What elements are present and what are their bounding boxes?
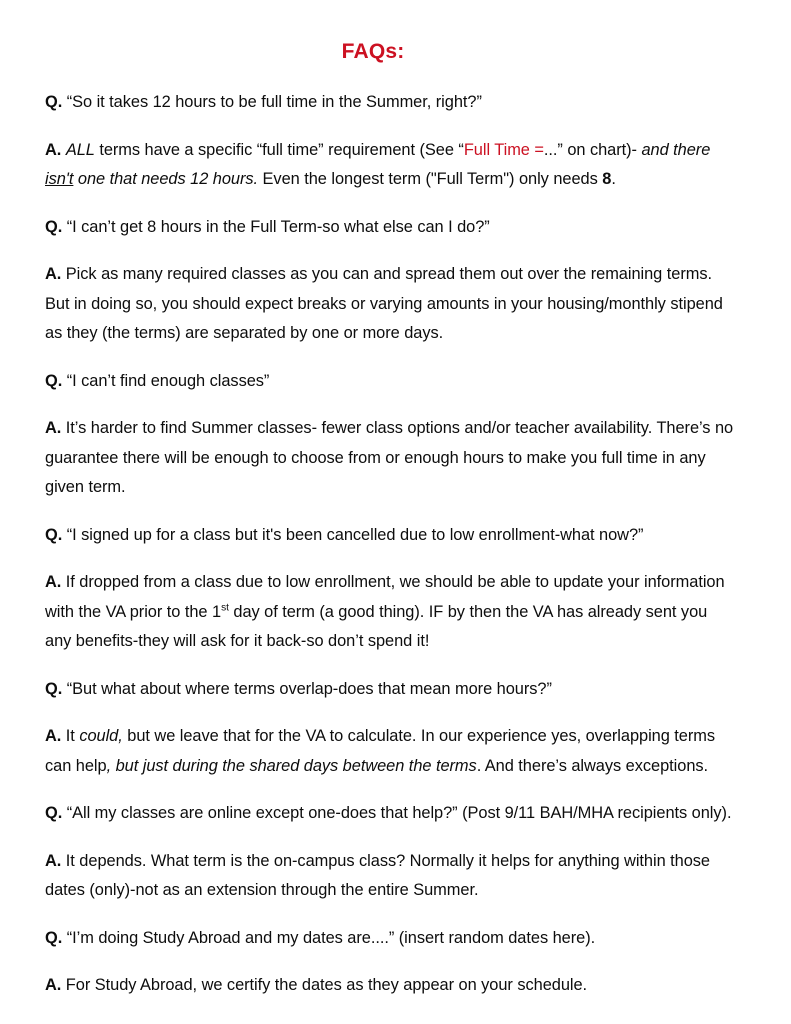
faq-lead-marker: A. bbox=[45, 727, 62, 745]
text-run: , but just during the shared days between the terms bbox=[106, 756, 477, 775]
faq-lead-marker: Q. bbox=[45, 371, 63, 390]
text-run: If dropped from a class due to low enrollment, we should be able to update your information with the VA prior to the 1 bbox=[45, 573, 725, 621]
text-run: It depends. What term is the on-campus class? Normally it helps for anything within those dates (only)-not as an extension through the entire Summer. bbox=[45, 851, 710, 899]
faq-paragraph bbox=[45, 88, 735, 118]
text-run: ...” on chart)- bbox=[543, 140, 642, 159]
faq-question-q6 bbox=[45, 799, 735, 829]
text-run: “All my classes are online except one-does that help?” (Post 9/11 BAH/MHA recipients only). bbox=[62, 804, 732, 822]
faq-lead-marker: Q. bbox=[45, 217, 63, 236]
text-run: For Study Abroad, we certify the dates as they appear on your schedule. bbox=[61, 976, 588, 994]
faq-paragraph bbox=[45, 367, 735, 397]
faq-question-q2 bbox=[45, 213, 735, 243]
faq-answer-a6 bbox=[45, 847, 735, 906]
faq-lead-marker: A. bbox=[45, 265, 62, 283]
faq-paragraph bbox=[45, 924, 735, 954]
faq-lead-marker: A. bbox=[45, 140, 62, 159]
faq-answer-a2 bbox=[45, 260, 735, 349]
faq-lead-marker: Q. bbox=[45, 525, 63, 544]
text-run: but we leave that for the VA to calculate. In our experience yes, overlapping terms can help bbox=[45, 727, 716, 775]
faq-paragraph bbox=[45, 722, 735, 781]
text-run: terms have a specific “full time” requirement (See “ bbox=[94, 140, 464, 159]
text-run: “So it takes 12 hours to be full time in the Summer, right?” bbox=[62, 93, 482, 111]
faq-paragraph bbox=[45, 799, 735, 829]
faq-paragraph bbox=[45, 521, 735, 551]
superscript-text: st bbox=[221, 602, 229, 614]
faq-question-q3 bbox=[45, 367, 735, 397]
text-run: “I can’t find enough classes” bbox=[62, 371, 270, 390]
text-run: isn't bbox=[45, 170, 74, 188]
faq-question-q7 bbox=[45, 924, 735, 954]
faq-answer-a5 bbox=[45, 722, 735, 781]
text-run: Even the longest term ("Full Term") only needs bbox=[258, 170, 603, 188]
text-run: “I’m doing Study Abroad and my dates are....” (insert random dates here). bbox=[62, 928, 596, 947]
faq-answer-a3 bbox=[45, 414, 735, 503]
text-run: Pick as many required classes as you can and spread them out over the remaining terms. But in doing so, you should expect breaks or varying amounts in your housing/monthly stipend as they (the terms) are separated by one or more days. bbox=[45, 265, 723, 342]
faq-lead-marker: Q. bbox=[45, 93, 63, 111]
text-run: could, bbox=[79, 727, 123, 745]
faq-paragraph bbox=[45, 971, 735, 1001]
text-run: one that needs 12 hours. bbox=[73, 170, 259, 188]
faq-lead-marker: A. bbox=[45, 976, 62, 994]
text-run: “I can’t get 8 hours in the Full Term-so what else can I do?” bbox=[62, 217, 490, 236]
text-run: and there bbox=[641, 140, 711, 159]
faq-paragraph bbox=[45, 675, 735, 705]
text-run: Full Time = bbox=[463, 140, 544, 159]
text-run: “I signed up for a class but it's been cancelled due to low enrollment-what now?” bbox=[62, 525, 644, 544]
page-title: FAQs: bbox=[341, 40, 405, 63]
faq-lead-marker: Q. bbox=[45, 804, 63, 822]
text-run: . bbox=[611, 170, 616, 188]
faq-question-q4 bbox=[45, 521, 735, 551]
text-run: day of term (a good thing). IF by then the VA has already sent you any benefits-they will ask for it back-so don’t spend it! bbox=[45, 602, 708, 650]
faq-paragraph bbox=[45, 213, 735, 243]
faq-lead-marker: A. bbox=[45, 573, 62, 591]
faq-lead-marker: Q. bbox=[45, 679, 63, 698]
text-run: It’s harder to find Summer classes- fewer class options and/or teacher availability. There’s no guarantee there will be enough to choose from or enough hours to make you full time in any given term. bbox=[45, 419, 734, 496]
faq-paragraph bbox=[45, 568, 735, 657]
faq-paragraph bbox=[45, 414, 735, 503]
faq-paragraph bbox=[45, 847, 735, 906]
faq-lead-marker: A. bbox=[45, 419, 62, 437]
text-run: 8 bbox=[602, 170, 612, 188]
faq-lead-marker: Q. bbox=[45, 928, 63, 947]
faq-question-q1 bbox=[45, 88, 735, 118]
faq-question-q5 bbox=[45, 675, 735, 705]
text-run: It bbox=[61, 727, 80, 745]
text-run: “But what about where terms overlap-does that mean more hours?” bbox=[62, 679, 552, 698]
text-run: . And there’s always exceptions. bbox=[476, 756, 709, 775]
faq-paragraph bbox=[45, 136, 735, 195]
faq-list bbox=[45, 88, 735, 1001]
faq-paragraph bbox=[45, 260, 735, 349]
faq-answer-a7 bbox=[45, 971, 735, 1001]
text-run: ALL bbox=[65, 140, 95, 159]
faq-lead-marker: A. bbox=[45, 851, 62, 870]
faq-answer-a1 bbox=[45, 136, 735, 195]
faq-answer-a4 bbox=[45, 568, 735, 657]
